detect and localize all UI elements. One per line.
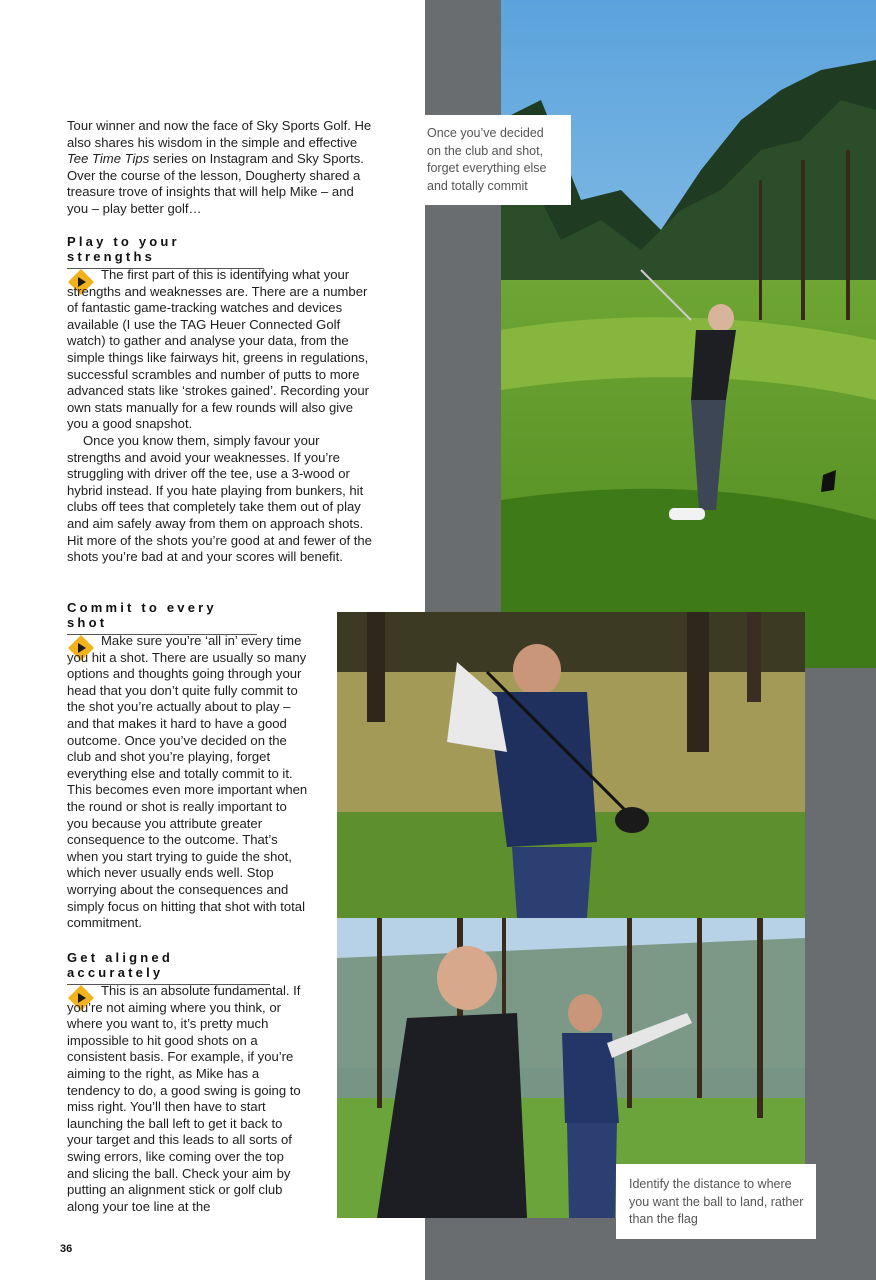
- strengths-paragraph-2: Once you know them, simply favour your strengths and avoid your weaknesses. If you’re struggling with driver off the tee, use a 3-wood or hybrid instead. If you hate playing from bunkers, hit clubs off tees that completely take them out of play and aim safely away from them on approach shots. Hit more of the shots you’re good at and fewer of the shots you’re bad at and your scores will benefit.: [67, 432, 372, 565]
- page-number: 36: [60, 1243, 73, 1255]
- intro-text-b: series on Instagram and Sky Sports. Over the course of the lesson, Dougherty shared a treasure trove of insights that will help Mike – and you – play better golf…: [67, 151, 364, 216]
- section-heading-strengths: Play to your strengths: [67, 234, 264, 269]
- strengths-paragraph-1: The first part of this is identifying what your strengths and weaknesses are. There are a number of fantastic game-tracking watches and devices available (I use the TAG Heuer Connected Golf watch) to gather and analyse your data, from the simple things like fairways hit, greens in regulations, successful scrambles and number of putts to more advanced stats like ‘strokes gained’. Recording your own stats manually for a few rounds will also give you a good snapshot.: [67, 267, 370, 432]
- intro-paragraph: [67, 118, 372, 218]
- grey-strip-top: [425, 0, 501, 612]
- section-heading-aligned: Get aligned accurately: [67, 950, 270, 985]
- section-body-commit: [67, 633, 309, 932]
- photo-caption-top: Once you’ve decided on the club and shot, forget everything else and totally commit: [415, 115, 571, 205]
- section-heading-commit: Commit to every shot: [67, 600, 257, 635]
- intro-text-a: Tour winner and now the face of Sky Sports Golf. He also shares his wisdom in the simple and effective: [67, 118, 372, 150]
- section-body-aligned: [67, 983, 309, 1215]
- aligned-paragraph-1: This is an absolute fundamental. If you’re not aiming where you think, or where you want to, it’s pretty much impossible to hit good shots on a consistent basis. For example, if you’re aiming to the right, as Mike has a tendency to do, a good swing is going to miss right. You’ll then have to start launching the ball left to get it back to your target and this leads to all sorts of swing errors, like coming over the top and slicing the ball. Check your aim by putting an alignment stick or golf club along your toe line at the: [67, 983, 301, 1214]
- photo-golfer-swing: [501, 0, 876, 668]
- commit-paragraph-1: Make sure you’re ‘all in’ every time you hit a shot. There are usually so many options and thoughts going through your head that you don’t quite fully commit to the shot you’re actually about to play – and that makes it hard to have a good outcome. Once you’ve decided on the club and shot you’re playing, forget everything else and totally commit to it. This becomes even more important when the round or shot is really important to you because you attribute greater consequence to the outcome. That’s when you start trying to guide the shot, which never usually ends well. Stop worrying about the consequences and simply focus on hitting that shot with total commitment.: [67, 633, 308, 931]
- photo-golfer-follow-through: [337, 612, 805, 918]
- photo-caption-bottom: Identify the distance to where you want the ball to land, rather than the flag: [616, 1164, 816, 1239]
- intro-emphasis: Tee Time Tips: [67, 151, 150, 167]
- section-body-strengths: [67, 267, 372, 566]
